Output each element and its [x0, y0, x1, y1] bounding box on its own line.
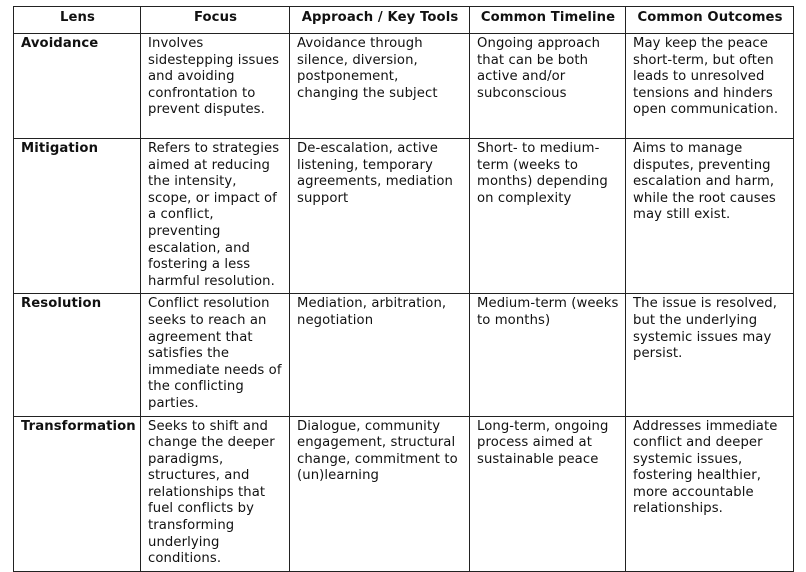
cell-approach: Dialogue, community engagement, structural change, commitment to (un)learning	[290, 416, 470, 571]
cell-outcomes: May keep the peace short-term, but often leads to unresolved tensions and hinders open communication.	[626, 34, 794, 139]
cell-outcomes: The issue is resolved, but the underlying systemic issues may persist.	[626, 294, 794, 416]
cell-lens: Mitigation	[14, 139, 141, 294]
cell-timeline: Short- to medium-term (weeks to months) depending on complexity	[470, 139, 626, 294]
cell-lens: Resolution	[14, 294, 141, 416]
conflict-lens-table	[13, 6, 794, 572]
conflict-lens-table-container	[13, 6, 793, 572]
cell-lens: Avoidance	[14, 34, 141, 139]
cell-lens: Transformation	[14, 416, 141, 571]
cell-approach: Mediation, arbitration, negotiation	[290, 294, 470, 416]
table-row-avoidance	[14, 34, 794, 139]
cell-focus: Involves sidestepping issues and avoiding confrontation to prevent disputes.	[141, 34, 290, 139]
table-header-row	[14, 7, 794, 34]
header-timeline: Common Timeline	[470, 7, 626, 34]
cell-outcomes: Addresses immediate conflict and deeper systemic issues, fostering healthier, more accountable relationships.	[626, 416, 794, 571]
cell-timeline: Long-term, ongoing process aimed at sustainable peace	[470, 416, 626, 571]
table-row-mitigation	[14, 139, 794, 294]
table-row-transformation	[14, 416, 794, 571]
header-outcomes: Common Outcomes	[626, 7, 794, 34]
table-row-resolution	[14, 294, 794, 416]
cell-approach: De-escalation, active listening, temporary agreements, mediation support	[290, 139, 470, 294]
cell-approach: Avoidance through silence, diversion, postponement, changing the subject	[290, 34, 470, 139]
header-approach: Approach / Key Tools	[290, 7, 470, 34]
cell-focus: Conflict resolution seeks to reach an agreement that satisfies the immediate needs of the conflicting parties.	[141, 294, 290, 416]
cell-focus: Seeks to shift and change the deeper paradigms, structures, and relationships that fuel conflicts by transforming underlying conditions.	[141, 416, 290, 571]
cell-timeline: Ongoing approach that can be both active and/or subconscious	[470, 34, 626, 139]
header-lens: Lens	[14, 7, 141, 34]
cell-outcomes: Aims to manage disputes, preventing escalation and harm, while the root causes may still exist.	[626, 139, 794, 294]
cell-timeline: Medium-term (weeks to months)	[470, 294, 626, 416]
header-focus: Focus	[141, 7, 290, 34]
cell-focus: Refers to strategies aimed at reducing the intensity, scope, or impact of a conflict, preventing escalation, and fostering a less harmful resolution.	[141, 139, 290, 294]
